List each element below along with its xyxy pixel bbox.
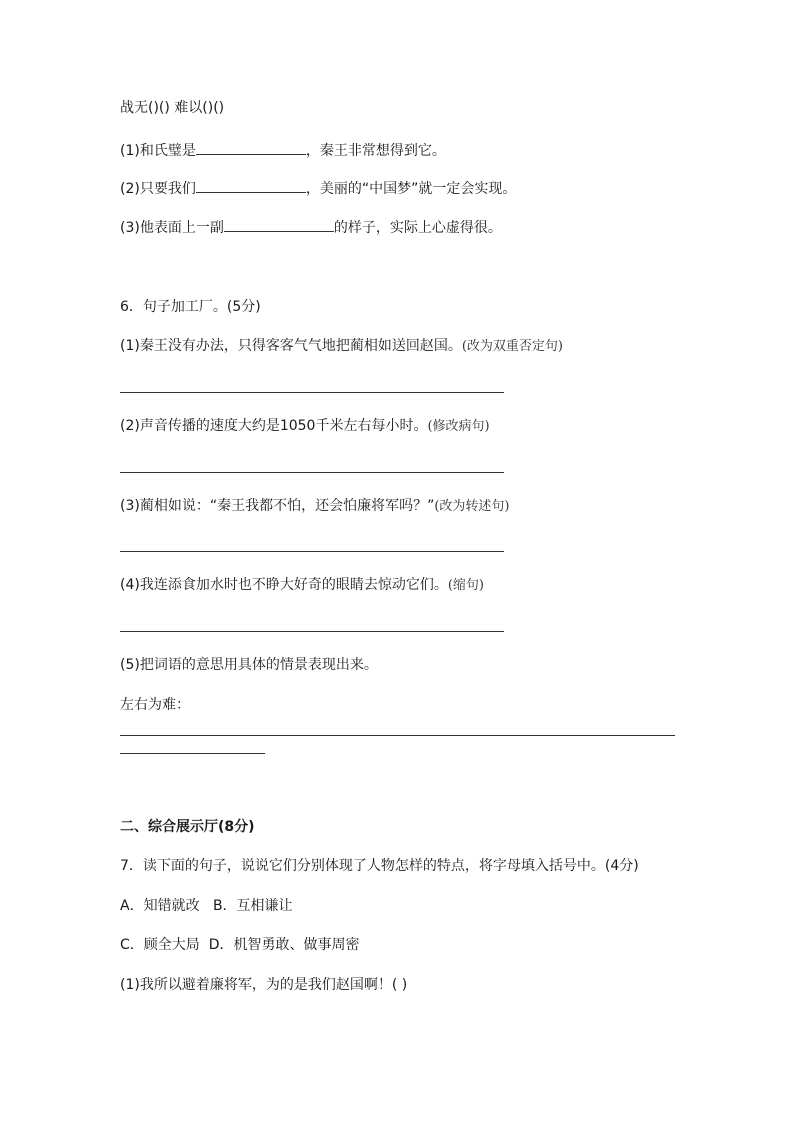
item-5-label: 左右为难： [120,697,190,713]
answer-line-3[interactable] [120,551,504,552]
fill-q1-prefix: (1)和氏璧是 [120,143,196,159]
fill-question-2 [120,178,516,199]
options-row-1 [120,896,293,916]
option-a: A．知错就改 [120,898,200,914]
fill-q1-blank[interactable] [196,140,306,155]
sentence-item-4 [120,575,484,596]
answer-line-1[interactable] [120,392,504,393]
fill-q3-blank[interactable] [224,217,334,232]
fill-q2-blank[interactable] [196,178,306,193]
sentence-item-5: (5)把词语的意思用具体的情景表现出来。 [120,657,378,673]
sentence-item-3 [120,496,510,517]
sentence-item-2-text: (2)声音传播的速度大约是1050千米左右每小时。 [120,418,428,434]
sentence-item-3-text: (3)蔺相如说：“秦王我都不怕，还会怕廉将军吗？” [120,498,435,514]
fill-q3-prefix: (3)他表面上一副 [120,220,224,236]
section-heading: 二、综合展示厅(8分) [120,819,255,835]
sentence-item-2-hint: (修改病句) [427,419,490,434]
sentence-item-4-hint: (缩句) [447,578,484,593]
idiom-row: 战无()() 难以()() [120,100,225,116]
fill-q2-prefix: (2)只要我们 [120,181,196,197]
fill-q2-suffix: ，美丽的“中国梦”就一定会实现。 [305,181,517,197]
answer-line-2[interactable] [120,472,504,473]
option-b: B．互相谦让 [212,898,293,914]
section-6-title: 6．句子加工厂。(5分) [120,299,261,315]
fill-q1-suffix: ，秦王非常想得到它。 [305,143,446,159]
question-7: 7．读下面的句子，说说它们分别体现了人物怎样的特点，将字母填入括号中。(4分) [120,858,639,874]
question-7-item-1: (1)我所以避着廉将军，为的是我们赵国啊！( ) [120,977,408,993]
answer-line-4[interactable] [120,631,504,632]
answer-line-5b[interactable] [120,753,265,754]
sentence-item-1-hint: (改为双重否定句) [461,339,563,354]
option-c: C．顾全大局 [120,937,200,953]
answer-line-5a[interactable] [120,735,675,736]
sentence-item-3-hint: (改为转述句) [434,499,510,514]
sentence-item-4-text: (4)我连添食加水时也不睁大好奇的眼睛去惊动它们。 [120,577,448,593]
sentence-item-2 [120,416,490,437]
fill-question-3 [120,217,502,238]
fill-question-1 [120,140,446,161]
sentence-item-1-text: (1)秦王没有办法，只得客客气气地把蔺相如送回赵国。 [120,338,462,354]
fill-q3-suffix: 的样子，实际上心虚得很。 [333,220,502,236]
options-row-2 [120,935,359,955]
option-d: D．机智勇敢、做事周密 [208,937,360,953]
sentence-item-1 [120,336,563,357]
